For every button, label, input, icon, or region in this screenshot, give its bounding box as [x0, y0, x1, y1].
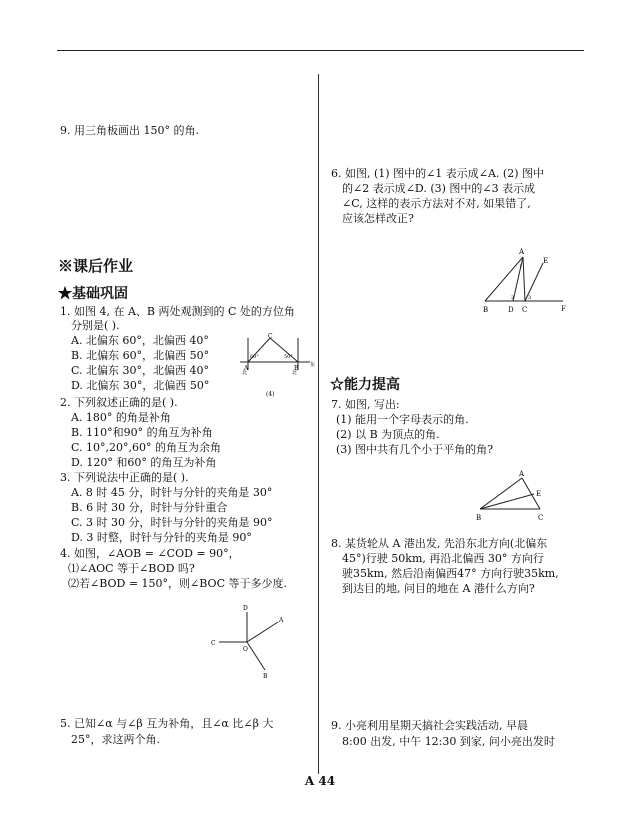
q7-part2: (2) 以 B 为顶点的角. [336, 428, 440, 441]
q3-option-a: A. 8 时 45 分，时针与分针的夹角是 30° [71, 486, 273, 499]
q4-fig-label-a: A [279, 617, 284, 624]
q4-fig-label-d: D [243, 605, 248, 612]
q1-fig-label-north1: 北 [242, 370, 248, 376]
q6-fig-label-f: F [561, 305, 566, 313]
page-number: A 44 [304, 774, 336, 788]
q3-option-c: C. 3 时 30 分，时针与分针的夹角是 90° [71, 516, 273, 529]
q6-fig-label-3: 3 [528, 295, 532, 301]
q1-option-d: D. 北偏东 30°，北偏西 50° [71, 379, 210, 392]
q4-part2: ⑵若∠BOD = 150°，则∠BOC 等于多少度. [68, 577, 287, 590]
q6-line4: 应该怎样改正? [342, 212, 414, 225]
q3-stem: 3. 下列说法中正确的是( ). [60, 471, 189, 484]
q1-fig-label-a: A [244, 365, 249, 372]
q7-line1: 7. 如图, 写出: [331, 398, 400, 411]
q6-fig-label-e: E [543, 257, 549, 265]
q2-option-b: B. 110°和90° 的角互为补角 [71, 426, 213, 439]
q6-fig-label-1: 1 [519, 264, 523, 270]
q5-line1: 5. 已知∠α 与∠β 互为补角，且∠α 比∠β 大 [60, 717, 274, 730]
q1-fig-label-50: 50° [284, 354, 293, 360]
q7-triangle-figure [470, 466, 560, 526]
q1-direction-figure [228, 330, 318, 402]
q1-option-c: C. 北偏东 30°，北偏西 40° [71, 364, 210, 377]
q2-stem: 2. 下列叙述正确的是( ). [60, 396, 178, 409]
q4-fig-label-b: B [263, 673, 268, 680]
q1-stem-line1: 1. 如图 4, 在 A、B 两处观测到的 C 处的方位角 [60, 305, 295, 318]
q6-fig-label-2: 2 [511, 295, 515, 301]
q1-fig-label-b: B [294, 365, 299, 372]
q8-line3: 驶35km, 然后沿南偏西47° 方向行驶35km, [342, 567, 559, 580]
q6-fig-label-a: A [519, 248, 525, 256]
q5-line2: 25°，求这两个角. [71, 733, 160, 746]
q6-fig-label-d: D [508, 306, 514, 314]
q6-fig-label-b: B [483, 306, 489, 314]
top-rule [57, 50, 584, 51]
section-title-ability: ☆能力提高 [330, 377, 400, 393]
q7-fig-label-c: C [538, 514, 544, 522]
q3-option-d: D. 3 时整，时针与分针的夹角是 90° [71, 531, 252, 544]
q8-line4: 到达目的地, 问目的地在 A 港什么方向? [342, 582, 535, 595]
q6-line3: ∠C, 这样的表示方法对不对, 如果错了, [342, 197, 531, 210]
q7-fig-label-e: E [536, 490, 542, 498]
q8-line1: 8. 某货轮从 A 港出发, 先沿东北方向(北偏东 [331, 537, 548, 550]
q1-fig-label-60: 60° [250, 354, 259, 360]
section-title-homework: ※课后作业 [58, 257, 134, 275]
q2-option-a: A. 180° 的角是补角 [71, 411, 171, 424]
q3-option-b: B. 6 时 30 分，时针与分针重合 [71, 501, 228, 514]
q1-fig-label-east: 东 [310, 362, 316, 368]
q9-left-text: 9. 用三角板画出 150° 的角. [60, 124, 199, 137]
q1-fig-label-north2: 北 [292, 370, 298, 376]
q6-fig-label-c: C [522, 306, 528, 314]
q4-angle-figure [205, 600, 295, 680]
q7-fig-label-a: A [519, 470, 525, 478]
q8-line2: 45°)行驶 50km, 再沿北偏西 30° 方向行 [342, 552, 544, 565]
q9-right-line2: 8:00 出发, 中午 12:30 到家, 问小亮出发时 [342, 735, 555, 748]
q7-part3: (3) 图中共有几个小于平角的角? [336, 443, 493, 456]
q9-right-line1: 9. 小亮利用星期天搞社会实践活动, 早晨 [331, 719, 528, 732]
q6-angle-figure [475, 243, 575, 319]
q4-fig-label-c: C [211, 640, 216, 647]
q2-option-d: D. 120° 和60° 的角互为补角 [71, 456, 217, 469]
q4-stem: 4. 如图，∠AOB = ∠COD = 90°， [60, 547, 240, 560]
q1-option-a: A. 北偏东 60°，北偏西 40° [71, 334, 209, 347]
q1-stem-line2: 分别是( ). [71, 319, 120, 332]
q4-part1: ⑴∠AOC 等于∠BOD 吗? [68, 562, 195, 575]
q4-fig-label-o: O [243, 646, 248, 653]
q1-fig-label-num: (4) [266, 391, 275, 398]
q7-part1: (1) 能用一个字母表示的角. [336, 413, 469, 426]
subsection-basic: ★基础巩固 [58, 286, 128, 302]
q6-line1: 6. 如图, (1) 图中的∠1 表示成∠A. (2) 图中 [331, 167, 545, 180]
column-divider [318, 74, 319, 774]
q7-fig-label-b: B [476, 514, 482, 522]
q1-option-b: B. 北偏东 60°，北偏西 50° [71, 349, 210, 362]
q1-fig-label-c: C [268, 333, 273, 340]
q2-option-c: C. 10°,20°,60° 的角互为余角 [71, 441, 221, 454]
q6-line2: 的∠2 表示成∠D. (3) 图中的∠3 表示成 [342, 182, 536, 195]
